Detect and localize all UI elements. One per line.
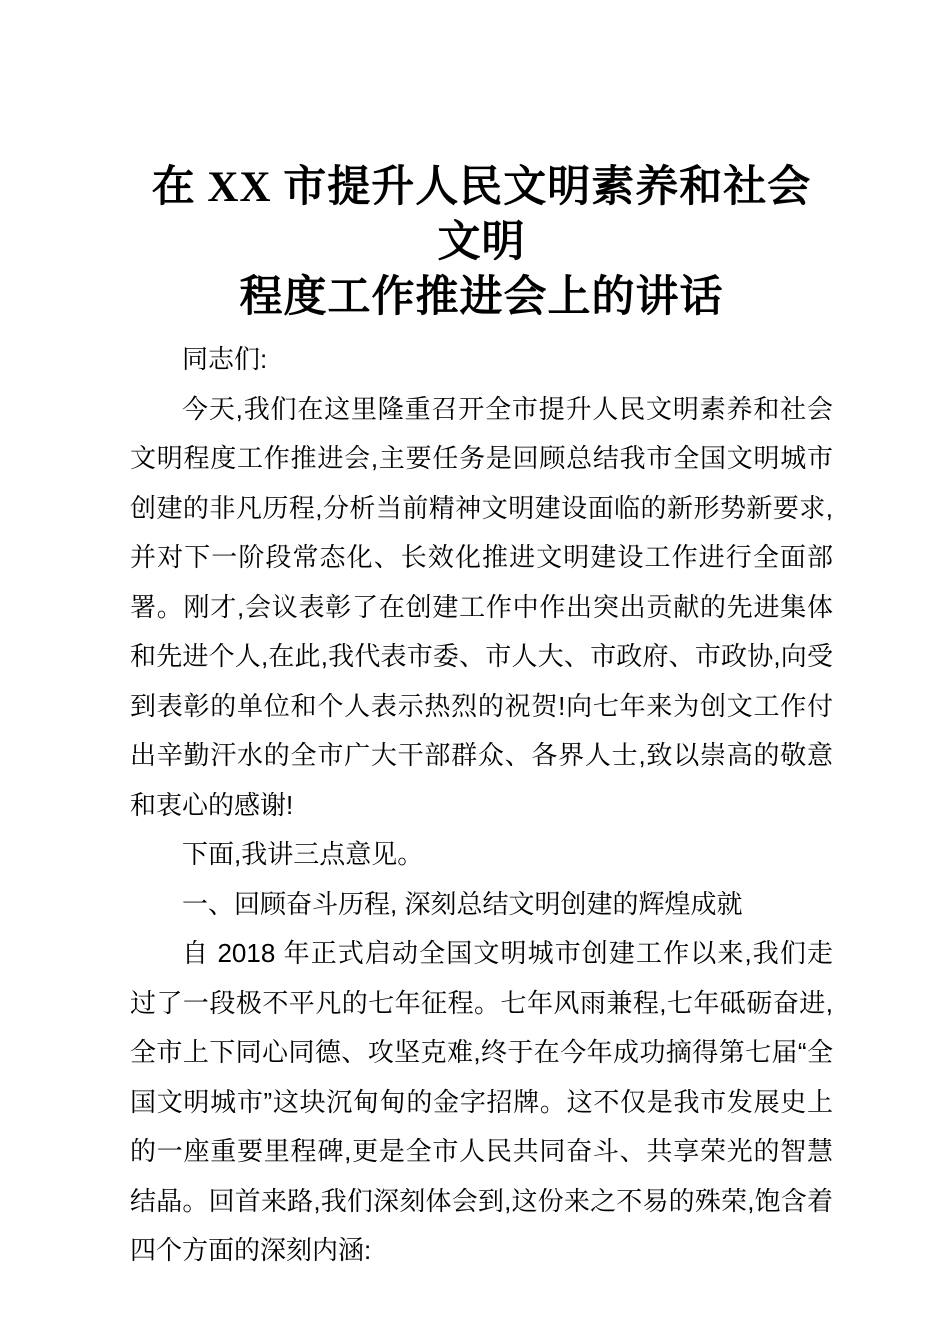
body-paragraph-3: 自 2018 年正式启动全国文明城市创建工作以来,我们走过了一段极不平凡的七年征程。七年风雨兼程,七年砥砺奋进,全市上下同心同德、攻坚克难,终于在今年成功摘得第七届“全国文明城市”这块沉甸甸的金字招牌。这不仅是我市发展史上的一座重要里程碑,更是全市人民共同奋斗、共享荣光的智慧结晶。回首来路,我们深刻体会到,这份来之不易的殊荣,饱含着四个方面的深刻内涵: [130,938,833,1265]
salutation-paragraph: 同志们: [182,344,268,374]
section-heading-1: 一、回顾奋斗历程, 深刻总结文明创建的辉煌成就 [182,888,743,919]
body-paragraph-2: 下面,我讲三点意见。 [182,839,424,869]
title-line-2: 程度工作推进会上的讲话 [239,274,724,321]
document-title [130,160,833,325]
title-line-1: 在 XX 市提升人民文明素养和社会文明 [151,164,812,266]
body-paragraph-1: 今天,我们在这里隆重召开全市提升人民文明素养和社会文明程度工作推进会,主要任务是回顾总结我市全国文明城市创建的非凡历程,分析当前精神文明建设面临的新形势新要求,并对下一阶段常态化、长效化推进文明建设工作进行全面部署。刚才,会议表彰了在创建工作中作出突出贡献的先进集体和先进个人,在此,我代表市委、市人大、市政府、市政协,向受到表彰的单位和个人表示热烈的祝贺!向七年来为创文工作付出辛勤汗水的全市广大干部群众、各界人士,致以崇高的敬意和衷心的感谢! [130,393,833,820]
document-body [130,335,833,1276]
